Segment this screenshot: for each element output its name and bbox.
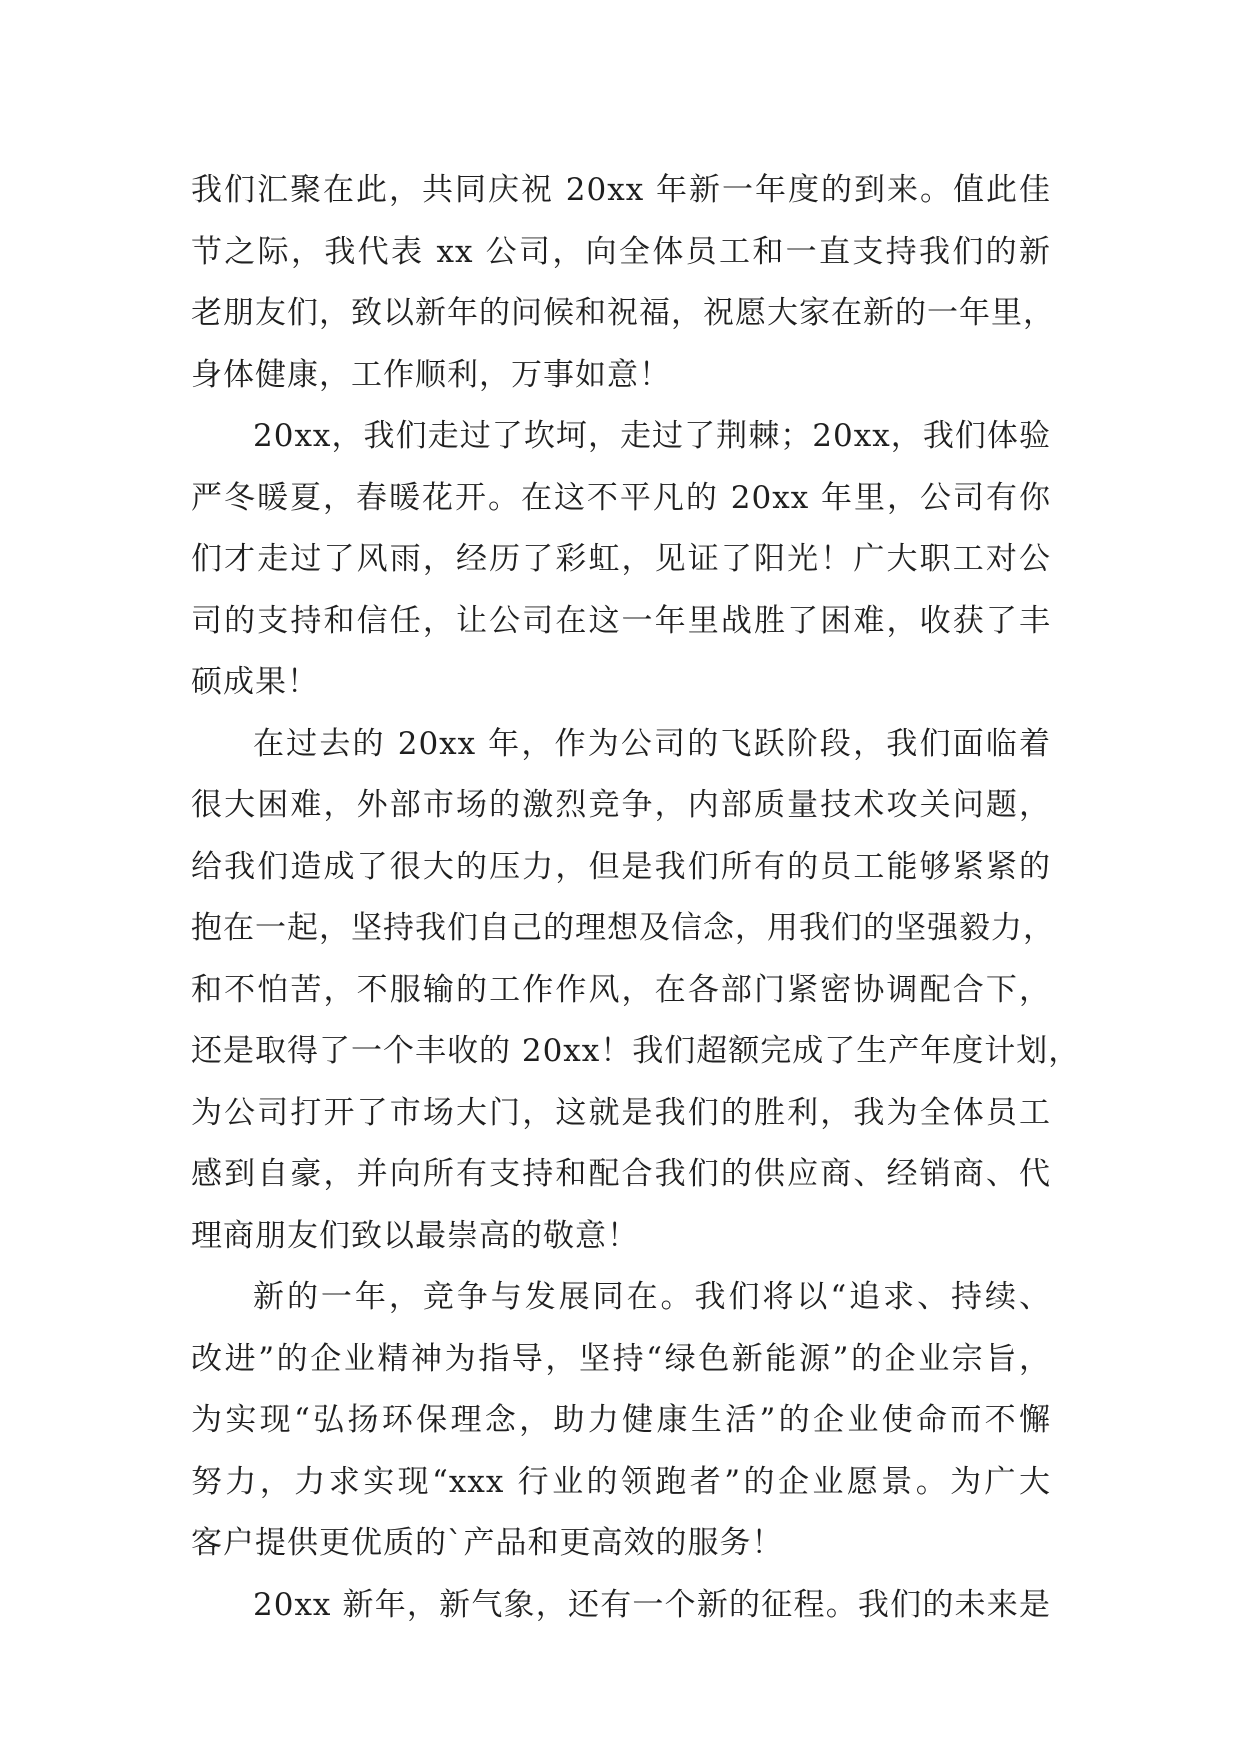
text-line: 还是取得了一个丰收的 20xx！我们超额完成了生产年度计划， [191,1033,1081,1069]
text-line: 严冬暖夏，春暖花开。在这不平凡的 20xx 年里，公司有你 [191,479,1051,516]
text-line: 们才走过了风雨，经历了彩虹，见证了阳光！广大职工对公 [191,541,1051,577]
text-line: 为实现“弘扬环保理念，助力健康生活”的企业使命而不懈 [191,1402,1051,1438]
text-line: 20xx，我们走过了坎坷，走过了荆棘；20xx，我们体验 [253,418,1051,454]
text-line: 和不怕苦，不服输的工作作风，在各部门紧密协调配合下， [191,971,1051,1008]
text-line: 努力，力求实现“xxx 行业的领跑者”的企业愿景。为广大 [191,1463,1051,1500]
text-line: 老朋友们，致以新年的问候和祝福，祝愿大家在新的一年里， [191,295,1055,331]
text-line: 很大困难，外部市场的激烈竞争，内部质量技术攻关问题， [191,787,1051,823]
text-line: 给我们造成了很大的压力，但是我们所有的员工能够紧紧的 [191,848,1051,885]
text-line: 感到自豪，并向所有支持和配合我们的供应商、经销商、代 [191,1156,1051,1192]
text-line: 司的支持和信任，让公司在这一年里战胜了困难，收获了丰 [191,602,1051,639]
text-line: 客户提供更优质的`产品和更高效的服务！ [191,1525,784,1561]
text-line: 新的一年，竞争与发展同在。我们将以“追求、持续、 [253,1279,1051,1315]
text-line: 抱在一起，坚持我们自己的理想及信念，用我们的坚强毅力， [191,910,1055,946]
document-body [191,160,1081,1636]
text-line: 理商朋友们致以最崇高的敬意！ [191,1217,639,1254]
text-line: 改进”的企业精神为指导，坚持“绿色新能源”的企业宗旨， [191,1340,1051,1377]
text-line: 为公司打开了市场大门，这就是我们的胜利，我为全体员工 [191,1094,1051,1131]
text-line: 身体健康，工作顺利，万事如意！ [191,356,671,393]
text-line: 20xx 新年，新气象，还有一个新的征程。我们的未来是 [253,1586,1051,1623]
text-line: 在过去的 20xx 年，作为公司的飞跃阶段，我们面临着 [253,725,1051,762]
text-line: 硕成果！ [191,664,319,700]
text-line: 我们汇聚在此，共同庆祝 20xx 年新一年度的到来。值此佳 [191,172,1051,208]
text-line: 节之际，我代表 xx 公司，向全体员工和一直支持我们的新 [191,233,1051,270]
